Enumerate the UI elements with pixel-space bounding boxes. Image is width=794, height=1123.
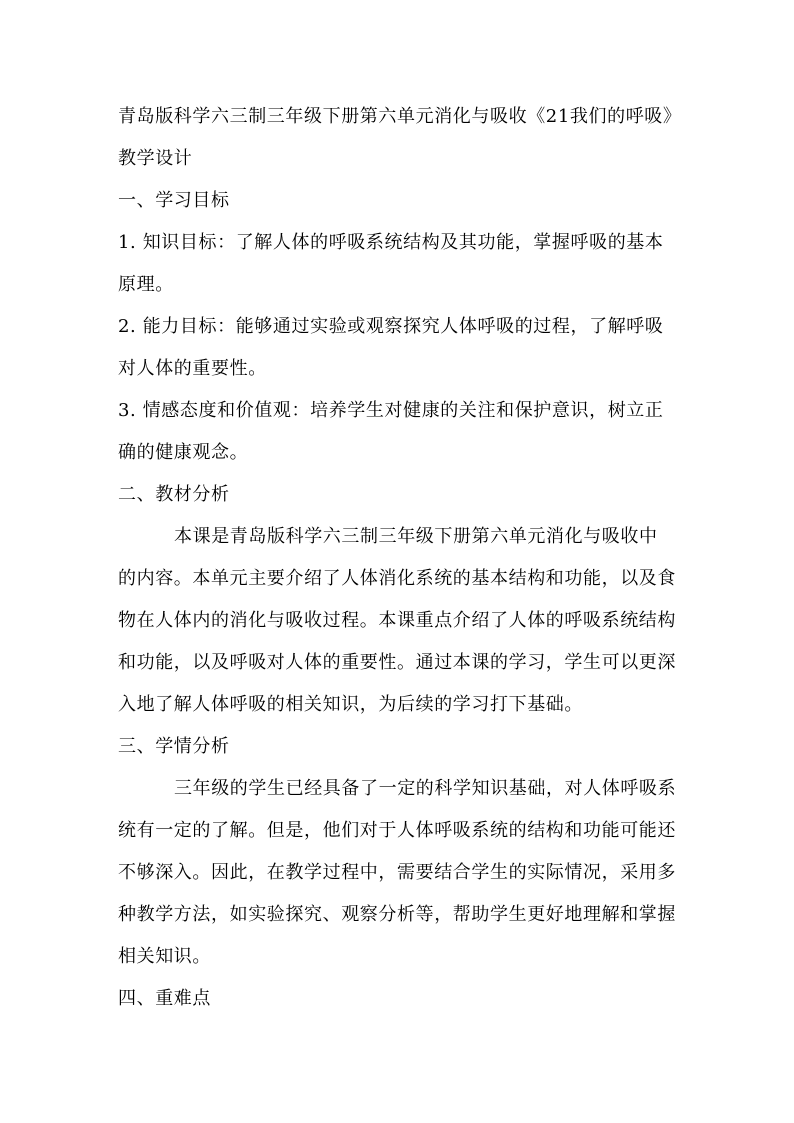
material-paragraph-line-3: 物在人体内的消化与吸收过程。本课重点介绍了人体的呼吸系统结构 [118,610,676,631]
doc-title-line-1: 青岛版科学六三制三年级下册第六单元消化与吸收《21我们的呼吸》 [118,106,682,127]
material-paragraph-line-2: 的内容。本单元主要介绍了人体消化系统的基本结构和功能，以及食 [118,568,676,589]
objective-3-line-2: 确的健康观念。 [118,442,249,463]
objective-1-line-1: 1. 知识目标：了解人体的呼吸系统结构及其功能，掌握呼吸的基本 [118,232,664,253]
students-paragraph-line-2: 统有一定的了解。但是，他们对于人体呼吸系统的结构和功能可能还 [118,820,676,841]
students-paragraph-line-4: 种教学方法，如实验探究、观察分析等，帮助学生更好地理解和掌握 [118,904,676,925]
section-heading-objectives: 一、学习目标 [118,190,230,211]
doc-title-line-2: 教学设计 [118,148,193,169]
section-heading-key-points: 四、重难点 [118,988,211,1009]
section-heading-material: 二、教材分析 [118,484,230,505]
objective-2-line-1: 2. 能力目标：能够通过实验或观察探究人体呼吸的过程，了解呼吸 [118,316,664,337]
students-paragraph-line-1: 三年级的学生已经具备了一定的科学知识基础，对人体呼吸系 [174,778,677,799]
students-paragraph-line-5: 相关知识。 [118,946,211,967]
material-paragraph-line-4: 和功能，以及呼吸对人体的重要性。通过本课的学习，学生可以更深 [118,652,676,673]
material-paragraph-line-5: 入地了解人体呼吸的相关知识，为后续的学习打下基础。 [118,694,583,715]
students-paragraph-line-3: 不够深入。因此，在教学过程中，需要结合学生的实际情况，采用多 [118,862,676,883]
section-heading-students: 三、学情分析 [118,736,230,757]
material-paragraph-line-1: 本课是青岛版科学六三制三年级下册第六单元消化与吸收中 [174,526,658,547]
objective-3-line-1: 3. 情感态度和价值观：培养学生对健康的关注和保护意识，树立正 [118,400,664,421]
objective-1-line-2: 原理。 [118,274,174,295]
objective-2-line-2: 对人体的重要性。 [118,358,267,379]
